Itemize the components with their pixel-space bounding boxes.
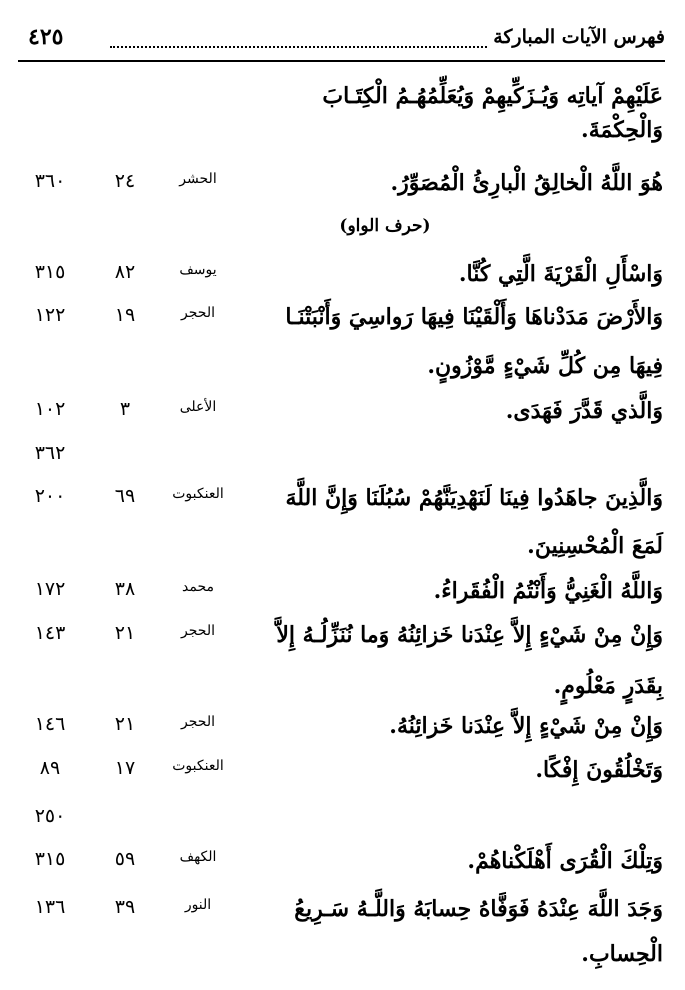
ayah-number: ٨٢ xyxy=(114,261,136,283)
verse-text: وَإِنْ مِنْ شَيْءٍ إِلاَّ عِنْدَنا خَزائِنُهُ. xyxy=(389,713,663,739)
verse-text: وَالأَرْضَ مَدَدْناهَا وَأَلْقَيْنَا فِيهَا رَواسِيَ وَأَنْبَتْنَـا xyxy=(285,304,663,330)
surah-name: الأعلى xyxy=(179,399,217,415)
verse-text: الْحِسابِ. xyxy=(581,941,663,967)
page-reference: ١٠٢ xyxy=(34,398,66,420)
surah-name: العنكبوت xyxy=(172,758,224,774)
page-reference: ٣١٥ xyxy=(34,848,66,870)
ayah-number: ٢١ xyxy=(114,713,136,735)
ayah-number: ٢٤ xyxy=(114,170,136,192)
verse-text: وَإِنْ مِنْ شَيْءٍ إِلاَّ عِنْدَنا خَزائِنُهُ وَما نُنَزِّلُـهُ إِلاَّ xyxy=(276,622,663,648)
surah-name: محمد xyxy=(182,579,214,595)
page-reference: ١٢٢ xyxy=(34,304,66,326)
page-reference: ٢٥٠ xyxy=(34,805,66,827)
index-row xyxy=(0,165,685,201)
index-row xyxy=(0,800,685,836)
verse-text: وَالْحِكْمَةَ. xyxy=(581,117,663,143)
verse-text: وَتَخْلُقُونَ إِفْكًا. xyxy=(535,757,663,783)
ayah-number: ٢١ xyxy=(114,622,136,644)
index-row xyxy=(0,78,685,114)
ayah-number: ١٧ xyxy=(114,757,136,779)
surah-name: الحجر xyxy=(181,305,215,321)
page-reference: ١٧٢ xyxy=(34,578,66,600)
page-reference: ١٤٣ xyxy=(34,622,66,644)
verse-text: وَتِلْكَ الْقُرَى أَهْلَكْناهُمْ. xyxy=(467,848,663,874)
page-reference: ٢٠٠ xyxy=(34,485,66,507)
verse-text: وَاللَّهُ الْغَنِيُّ وَأَنْتُمُ الْفُقَراءُ. xyxy=(433,578,663,604)
index-row xyxy=(0,437,685,473)
surah-name: الحجر xyxy=(181,714,215,730)
ayah-number: ٥٩ xyxy=(114,848,136,870)
index-row xyxy=(0,573,685,609)
verse-text: وَاسْأَلِ الْقَرْيَةَ الَّتِي كُنَّا. xyxy=(458,261,663,287)
surah-name: الحجر xyxy=(181,623,215,639)
page-reference: ٣٦٢ xyxy=(34,442,66,464)
index-row xyxy=(0,348,685,384)
index-row xyxy=(0,891,685,927)
page-reference: ١٣٦ xyxy=(34,896,66,918)
index-row xyxy=(0,299,685,335)
page-reference: ٣١٥ xyxy=(34,261,66,283)
index-row xyxy=(0,112,685,148)
index-row xyxy=(0,393,685,429)
ayah-number: ٣٨ xyxy=(114,578,136,600)
page-reference: ١٤٦ xyxy=(34,713,66,735)
section-title: (حرف الواو) xyxy=(339,216,431,236)
page-reference: ٣٦٠ xyxy=(34,170,66,192)
verse-text: فِيهَا مِن كُلِّ شَيْءٍ مَّوْزُونٍ. xyxy=(427,353,663,379)
surah-name: العنكبوت xyxy=(172,486,224,502)
index-row xyxy=(0,668,685,704)
index-row xyxy=(0,617,685,653)
surah-name: الحشر xyxy=(179,171,217,187)
header-title: فهرس الآيات المباركة xyxy=(493,26,665,48)
ayah-number: ٣٩ xyxy=(114,896,136,918)
verse-text: لَمَعَ الْمُحْسِنِينَ. xyxy=(527,533,663,559)
ayah-number: ١٩ xyxy=(114,304,136,326)
page-reference: ٨٩ xyxy=(39,757,61,779)
page-number: ٤٢٥ xyxy=(28,24,64,50)
verse-text: بِقَدَرٍ مَعْلُومٍ. xyxy=(553,673,663,699)
running-header xyxy=(18,20,665,62)
ayah-number: ٦٩ xyxy=(114,485,136,507)
index-row xyxy=(0,843,685,879)
index-row xyxy=(0,936,685,972)
surah-name: يوسف xyxy=(179,262,217,278)
index-row xyxy=(0,708,685,744)
index-row xyxy=(0,256,685,292)
index-row xyxy=(0,480,685,516)
verse-text: وَجَدَ اللَّهَ عِنْدَهُ فَوَفَّاهُ حِسابَهُ وَاللَّـهُ سَـرِيعُ xyxy=(294,896,663,922)
verse-text: هُوَ اللَّهُ الْخالِقُ الْبارِئُ الْمُصَوِّرُ. xyxy=(390,170,663,196)
header-leader-dots xyxy=(110,46,487,48)
index-row xyxy=(0,752,685,788)
surah-name: النور xyxy=(184,897,212,913)
index-row xyxy=(0,528,685,564)
ayah-number: ٣ xyxy=(119,398,131,420)
verse-text: عَلَيْهِمْ آياتِه وَيُـزَكِّيهِمْ وَيُعَلِّمُهُـمُ الْكِتَـابَ xyxy=(322,83,663,109)
surah-name: الكهف xyxy=(179,849,217,865)
verse-text: وَالَّذي قَدَّرَ فَهَدَى. xyxy=(505,398,663,424)
verse-text: وَالَّذِينَ جاهَدُوا فِينَا لَنَهْدِيَنَّهُمْ سُبُلَنَا وَإِنَّ اللَّهَ xyxy=(285,485,663,511)
